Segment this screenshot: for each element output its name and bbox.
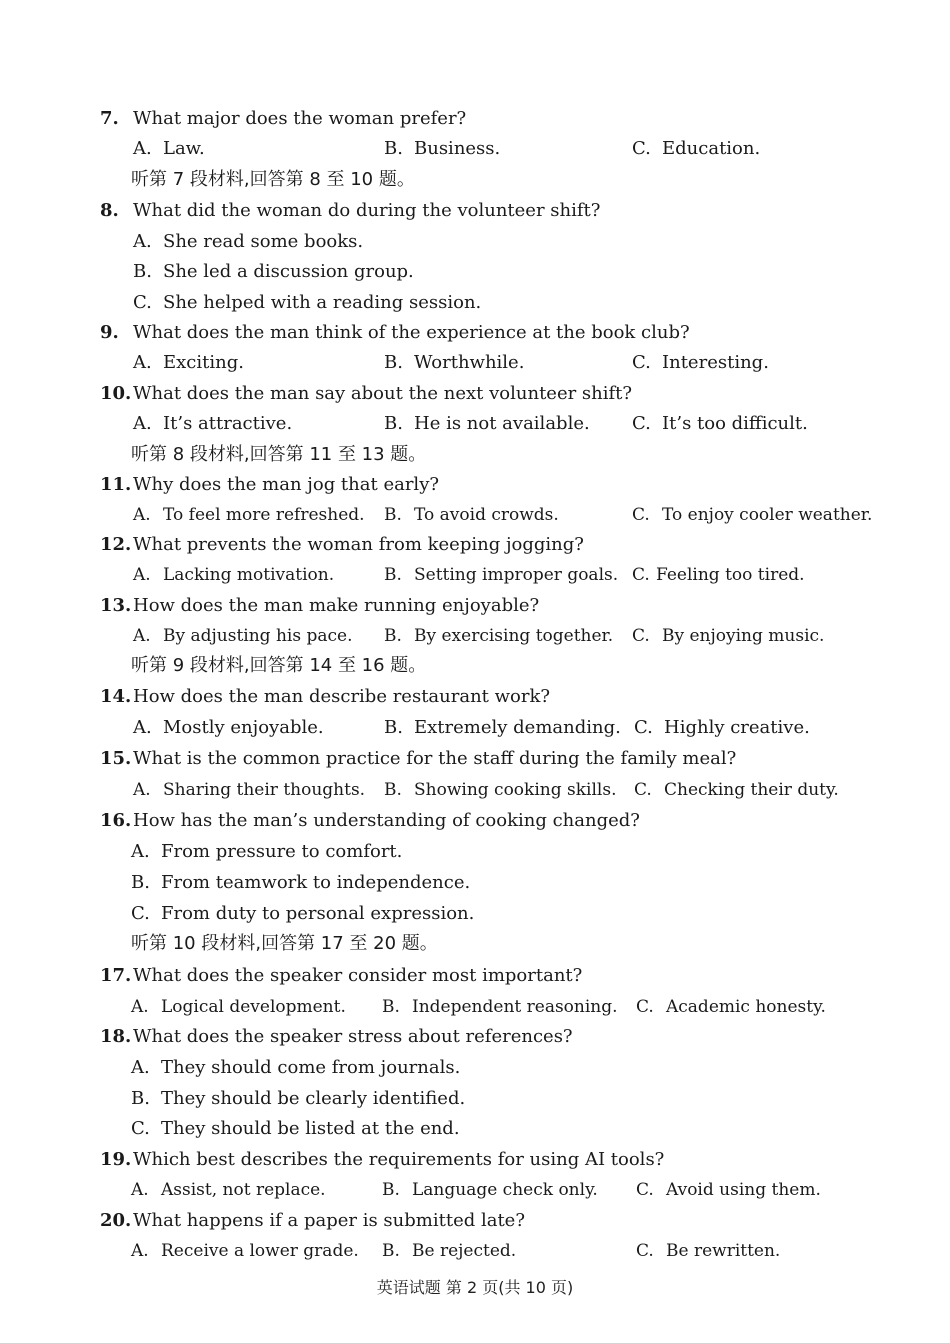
question-text: What major does the woman prefer? <box>133 108 467 129</box>
option-c <box>632 560 805 590</box>
option-letter: A. <box>131 997 149 1017</box>
option-letter: B. <box>384 717 403 738</box>
option-letter: C. <box>632 626 650 646</box>
question-number: 12. <box>100 534 132 555</box>
option-text: Sharing their thoughts. <box>163 780 366 800</box>
option-text: Extremely demanding. <box>414 717 621 738</box>
options-row-17 <box>0 992 950 1022</box>
option-text: Be rewritten. <box>666 1241 781 1261</box>
option-b <box>384 409 590 439</box>
option-letter: C. <box>133 292 152 313</box>
option-a <box>131 992 346 1022</box>
option-text: She read some books. <box>163 231 364 252</box>
option-letter: B. <box>384 352 403 373</box>
question-number: 10. <box>100 383 132 404</box>
option-letter: A. <box>131 841 150 862</box>
question-number: 19. <box>100 1149 132 1170</box>
option-b <box>384 500 559 530</box>
options-row-9 <box>0 348 950 378</box>
option-a <box>131 837 402 867</box>
option-text: Assist, not replace. <box>161 1180 326 1200</box>
option-b <box>131 868 470 898</box>
option-c <box>634 775 839 805</box>
question-text: What prevents the woman from keeping jogging? <box>133 534 584 555</box>
option-c <box>636 1236 780 1266</box>
option-text: Law. <box>163 138 205 159</box>
question-18 <box>0 1022 950 1052</box>
option-text: Academic honesty. <box>666 997 826 1017</box>
option-text: Setting improper goals. <box>414 565 619 585</box>
option-a <box>133 134 205 164</box>
option-text: She helped with a reading session. <box>163 292 482 313</box>
option-text: Logical development. <box>161 997 346 1017</box>
question-text: Which best describes the requirements for using AI tools? <box>133 1149 665 1170</box>
options-row-7 <box>0 134 950 164</box>
option-letter: B. <box>384 780 402 800</box>
options-row-14 <box>0 713 950 743</box>
question-19 <box>0 1145 950 1175</box>
option-text: It’s too difficult. <box>662 413 808 434</box>
option-text: Be rejected. <box>412 1241 517 1261</box>
option-a <box>131 1053 460 1083</box>
option-letter: C. <box>634 780 652 800</box>
option-text: Business. <box>414 138 501 159</box>
option-text: She led a discussion group. <box>163 261 414 282</box>
option-b <box>131 1084 465 1114</box>
option-c <box>632 500 872 530</box>
option-b <box>384 134 500 164</box>
option-a <box>133 348 244 378</box>
options-row-19 <box>0 1175 950 1205</box>
option-letter: A. <box>133 231 152 252</box>
option-letter: C. <box>131 1118 150 1139</box>
question-20 <box>0 1206 950 1236</box>
option-letter: C. <box>634 717 653 738</box>
question-number: 11. <box>100 474 132 495</box>
question-15 <box>0 744 950 774</box>
option-c <box>636 992 826 1022</box>
option-a <box>131 1175 326 1205</box>
option-text: Language check only. <box>412 1180 598 1200</box>
option-text: Exciting. <box>163 352 244 373</box>
option-letter: C. <box>632 138 651 159</box>
option-b <box>382 1236 516 1266</box>
section-instruction-8: 听第 8 段材料,回答第 11 至 13 题。 <box>131 444 427 465</box>
question-8 <box>0 196 950 226</box>
question-number: 13. <box>100 595 132 616</box>
options-row-20 <box>0 1236 950 1266</box>
section-instruction-9: 听第 9 段材料,回答第 14 至 16 题。 <box>131 655 427 676</box>
option-c <box>133 288 481 318</box>
question-12 <box>0 530 950 560</box>
question-14 <box>0 682 950 712</box>
option-text: To avoid crowds. <box>414 505 559 525</box>
option-c <box>632 348 769 378</box>
option-text: Interesting. <box>662 352 769 373</box>
option-letter: A. <box>133 717 152 738</box>
option-text: Avoid using them. <box>666 1180 821 1200</box>
option-text: Feeling too tired. <box>656 565 805 585</box>
option-letter: A. <box>133 505 151 525</box>
option-c <box>632 134 760 164</box>
option-b <box>384 621 613 651</box>
question-text: What does the speaker stress about references? <box>133 1026 573 1047</box>
option-letter: C. <box>131 903 150 924</box>
option-text: Receive a lower grade. <box>161 1241 359 1261</box>
question-text: What does the man say about the next volunteer shift? <box>133 383 633 404</box>
option-c <box>632 409 808 439</box>
option-letter: A. <box>133 352 152 373</box>
question-13 <box>0 591 950 621</box>
option-letter: B. <box>382 1180 400 1200</box>
option-letter: B. <box>384 413 403 434</box>
option-letter: A. <box>133 780 151 800</box>
option-letter: B. <box>382 1241 400 1261</box>
option-a <box>133 560 334 590</box>
option-text: Checking their duty. <box>664 780 839 800</box>
section-instruction-10: 听第 10 段材料,回答第 17 至 20 题。 <box>131 933 438 954</box>
question-text: What does the man think of the experience at the book club? <box>133 322 690 343</box>
option-b <box>133 257 414 287</box>
option-letter: A. <box>133 138 152 159</box>
question-number: 15. <box>100 748 132 769</box>
question-number: 20. <box>100 1210 132 1231</box>
option-c <box>634 713 810 743</box>
option-letter: C. <box>632 565 650 585</box>
option-c <box>632 621 824 651</box>
option-text: Independent reasoning. <box>412 997 618 1017</box>
option-text: Education. <box>662 138 761 159</box>
question-17 <box>0 961 950 991</box>
question-9 <box>0 318 950 348</box>
question-number: 14. <box>100 686 132 707</box>
option-letter: B. <box>131 872 150 893</box>
options-row-15 <box>0 775 950 805</box>
option-text: Mostly enjoyable. <box>163 717 324 738</box>
option-letter: B. <box>384 138 403 159</box>
option-letter: B. <box>382 997 400 1017</box>
question-7 <box>0 104 950 134</box>
section-instruction-7: 听第 7 段材料,回答第 8 至 10 题。 <box>131 169 415 190</box>
option-text: They should be listed at the end. <box>161 1118 460 1139</box>
question-text: How does the man describe restaurant work? <box>133 686 551 707</box>
option-text: From pressure to comfort. <box>161 841 403 862</box>
option-b <box>384 713 621 743</box>
option-b <box>382 1175 598 1205</box>
option-letter: A. <box>131 1180 149 1200</box>
question-number: 16. <box>100 810 132 831</box>
option-letter: A. <box>133 565 151 585</box>
option-text: Highly creative. <box>664 717 810 738</box>
question-text: What happens if a paper is submitted late? <box>133 1210 525 1231</box>
option-letter: C. <box>636 997 654 1017</box>
option-letter: B. <box>131 1088 150 1109</box>
question-text: How does the man make running enjoyable? <box>133 595 540 616</box>
option-a <box>133 775 365 805</box>
option-text: By adjusting his pace. <box>163 626 353 646</box>
option-text: Lacking motivation. <box>163 565 335 585</box>
option-c <box>131 899 474 929</box>
option-text: From teamwork to independence. <box>161 872 471 893</box>
page-footer: 英语试题 第 2 页(共 10 页) <box>376 1278 574 1297</box>
option-letter: B. <box>384 505 402 525</box>
option-letter: B. <box>384 626 402 646</box>
question-number: 9. <box>100 322 119 343</box>
option-letter: C. <box>632 352 651 373</box>
option-letter: C. <box>632 413 651 434</box>
option-letter: C. <box>636 1241 654 1261</box>
option-text: To feel more refreshed. <box>163 505 365 525</box>
option-letter: C. <box>636 1180 654 1200</box>
option-letter: B. <box>133 261 152 282</box>
option-a <box>131 1236 359 1266</box>
option-text: They should come from journals. <box>161 1057 461 1078</box>
question-number: 7. <box>100 108 119 129</box>
option-b <box>384 775 616 805</box>
question-number: 8. <box>100 200 119 221</box>
option-text: They should be clearly identified. <box>161 1088 466 1109</box>
question-11 <box>0 470 950 500</box>
question-text: What is the common practice for the staff during the family meal? <box>133 748 737 769</box>
option-a <box>133 500 365 530</box>
option-a <box>133 409 292 439</box>
option-text: By enjoying music. <box>662 626 825 646</box>
option-b <box>384 560 618 590</box>
option-letter: A. <box>131 1057 150 1078</box>
option-b <box>384 348 524 378</box>
question-text: How has the man’s understanding of cooking changed? <box>133 810 640 831</box>
option-a <box>133 227 363 257</box>
option-text: He is not available. <box>414 413 590 434</box>
question-16 <box>0 806 950 836</box>
options-row-12 <box>0 560 950 590</box>
option-a <box>133 713 324 743</box>
options-row-13 <box>0 621 950 651</box>
question-text: What did the woman do during the volunteer shift? <box>133 200 601 221</box>
option-text: Showing cooking skills. <box>414 780 617 800</box>
options-row-11 <box>0 500 950 530</box>
question-number: 18. <box>100 1026 132 1047</box>
option-letter: A. <box>133 413 152 434</box>
option-text: Worthwhile. <box>414 352 525 373</box>
option-c <box>131 1114 460 1144</box>
option-letter: C. <box>632 505 650 525</box>
option-letter: B. <box>384 565 402 585</box>
question-10 <box>0 379 950 409</box>
option-text: To enjoy cooler weather. <box>662 505 873 525</box>
option-text: From duty to personal expression. <box>161 903 475 924</box>
question-number: 17. <box>100 965 132 986</box>
option-c <box>636 1175 821 1205</box>
options-row-10 <box>0 409 950 439</box>
option-text: It’s attractive. <box>163 413 293 434</box>
question-text: What does the speaker consider most important? <box>133 965 583 986</box>
option-a <box>133 621 352 651</box>
option-letter: A. <box>133 626 151 646</box>
option-letter: A. <box>131 1241 149 1261</box>
question-text: Why does the man jog that early? <box>133 474 440 495</box>
option-b <box>382 992 618 1022</box>
option-text: By exercising together. <box>414 626 614 646</box>
